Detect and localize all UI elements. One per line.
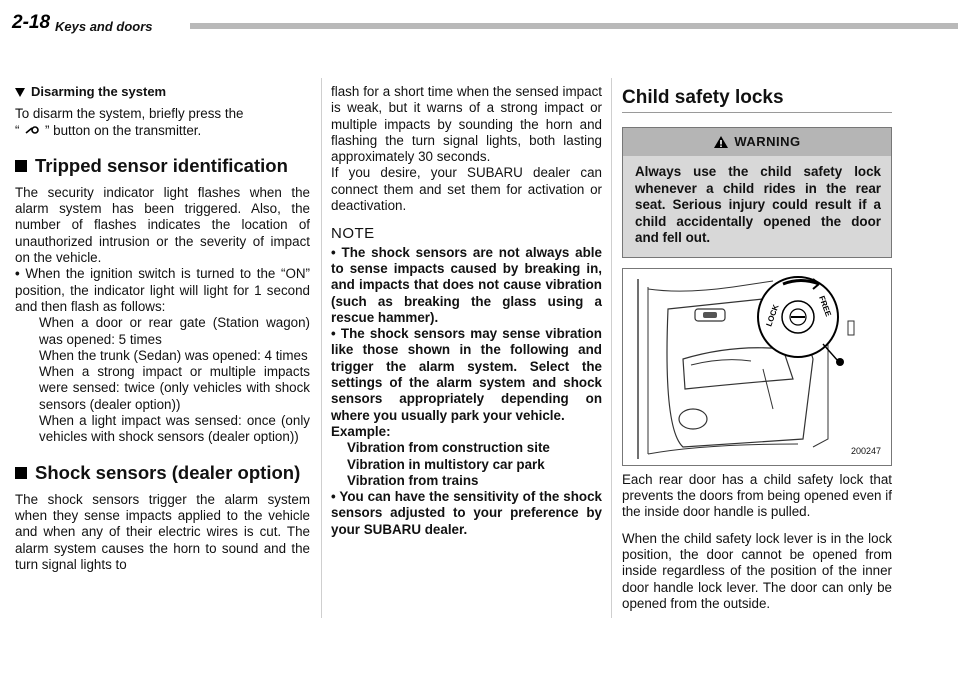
ignition-bullet-text: When the ignition switch is turned to the “ON” position, the indicator light will light for 1 second and then flash as follows: [15,266,310,314]
key-transmitter-icon [23,124,41,136]
header-bar [190,23,958,29]
case-trunk: When the trunk (Sedan) was opened: 4 times [39,347,308,363]
square-bullet-icon [15,160,27,172]
tripped-paragraph: The security indicator light flashes when the alarm system has been triggered. Also, the number of flashes indicates the location of unauthorized intrusion or the severity of impact on the vehicle. [15,184,310,266]
triangle-marker-icon [15,88,25,97]
free-label: FREE [817,294,833,318]
dealer-paragraph: If you desire, your SUBARU dealer can connect them and set them for activation or deactivation. [331,165,602,214]
note-bullet-1: • The shock sensors are not always able to sense impacts caused by breaking in, and impacts that does not cause vibration (such as breaking the glass using a rescue hammer). [331,244,602,325]
column-divider-2 [611,78,612,618]
lock-label: LOCK [764,303,781,328]
note-heading: NOTE [331,225,375,243]
warning-title-text: WARNING [734,134,801,150]
shock-paragraph: The shock sensors trigger the alarm system when they sense impacts applied to the vehicle and when any of their electric wires is cut. The alarm system causes the horn to sound and the turn signal lights to [15,491,310,572]
child-safety-heading: Child safety locks [622,87,784,108]
ignition-bullet: • When the ignition switch is turned to the “ON” position, the indicator light will light for 1 second and then flash as follows: [15,266,310,314]
note-bullet-2: • The shock sensors may sense vibration like those shown in the following and trigger the alarm system. Select the settings of the alarm system and shock sensors appropriately depending on where you usually park your vehicle. [331,326,602,423]
note-bullet-3: • You can have the sensitivity of the shock sensors adjusted to your preference by your SUBARU dealer. [331,489,602,537]
example-1: Vibration from construction site [347,440,550,456]
disarm-text-b: “ [15,122,20,138]
case-strong: When a strong impact or multiple impacts were sensed: twice (only vehicles with shock sensors (dealer option)) [39,364,310,412]
example-3: Vibration from trains [347,472,479,488]
warning-box [622,127,892,258]
disarm-heading [15,84,310,100]
column-1 [15,84,310,573]
child-lock-paragraph-1: Each rear door has a child safety lock that prevents the doors from being opened even if the inside door handle is pulled. [622,471,892,520]
page-number: 2-18 [12,12,51,33]
child-lock-paragraph-2: When the child safety lock lever is in the lock position, the door cannot be opened from inside regardless of the position of the inner door handle lock lever. The door can only be opened from the outside. [622,530,892,611]
warning-body: Always use the child safety lock whenever a child rides in the rear seat. Serious injury could result if a child accidentally opened the door and fell out. [623,156,891,257]
figure-id: 200247 [850,445,881,456]
door-lock-figure [622,268,892,466]
case-light: When a light impact was sensed: once (only vehicles with shock sensors (dealer option)) [39,413,310,445]
square-bullet-icon [15,467,27,479]
shock-heading-text: Shock sensors (dealer option) [35,461,301,483]
continued-paragraph: flash for a short time when the sensed impact is weak, but it warns of a strong impact or multiple impacts by sounding the horn and flashing the turn signal lights, both lasting approximately 30 seconds. [331,84,602,165]
tripped-heading-text: Tripped sensor identification [35,154,288,176]
example-2: Vibration in multistory car park [347,456,545,472]
column-2 [331,84,602,538]
column-3 [622,84,892,612]
example-label: Example: [331,423,391,439]
page-header [12,12,948,40]
disarm-text-c: ” button on the transmitter. [44,122,202,138]
column-divider-1 [321,78,322,618]
case-door: When a door or rear gate (Station wagon) was opened: 5 times [39,315,310,347]
section-title: Keys and doors [55,19,153,34]
shock-heading [15,462,310,484]
warning-triangle-icon [713,135,729,149]
heading-rule [622,112,892,113]
disarm-heading-text: Disarming the system [31,84,167,99]
warning-title [623,128,891,156]
disarm-text-a: To disarm the system, briefly press the [15,106,244,122]
door-illustration [623,269,891,465]
tripped-heading [15,155,310,177]
disarm-paragraph [15,106,310,139]
